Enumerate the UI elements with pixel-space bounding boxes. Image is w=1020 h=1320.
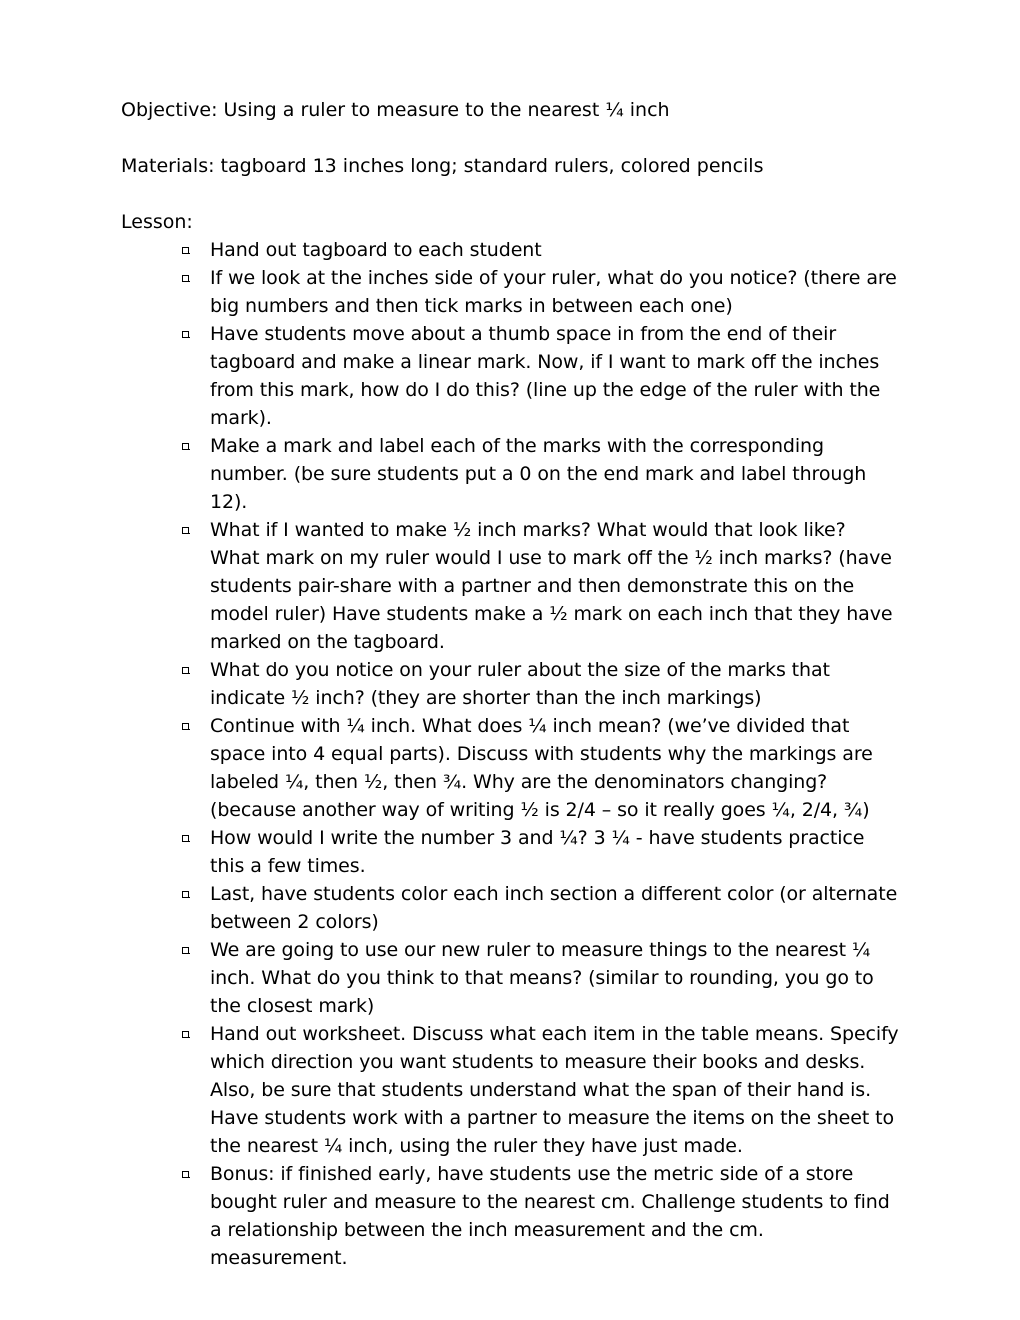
list-item	[121, 1020, 911, 1160]
checkbox-bullet-icon	[182, 247, 189, 254]
list-item	[121, 656, 911, 712]
list-item-text: We are going to use our new ruler to measure things to the nearest ¼ inch. What do you think to that means? (similar to rounding, you go to the closest mark)	[210, 939, 874, 1017]
list-item	[121, 516, 911, 656]
checkbox-bullet-icon	[182, 527, 189, 534]
list-item	[121, 432, 911, 516]
list-item-text: What if I wanted to make ½ inch marks? What would that look like? What mark on my ruler would I use to mark off the ½ inch marks? (have students pair-share with a partner and then demonstrate this on the model ruler) Have students make a ½ mark on each inch that they have marked on the tagboard.	[210, 519, 893, 653]
lesson-heading: Lesson:	[121, 211, 193, 233]
list-item	[121, 936, 911, 1020]
list-item-text: Bonus: if finished early, have students use the metric side of a store bought ruler and measure to the nearest cm. Challenge students to find a relationship between the inch measurement and the cm. measurement.	[210, 1163, 890, 1269]
checkbox-bullet-icon	[182, 835, 189, 842]
checkbox-bullet-icon	[182, 947, 189, 954]
checkbox-bullet-icon	[182, 1171, 189, 1178]
list-item	[121, 880, 911, 936]
checkbox-bullet-icon	[182, 443, 189, 450]
checkbox-bullet-icon	[182, 891, 189, 898]
checkbox-bullet-icon	[182, 667, 189, 674]
list-item-text: Continue with ¼ inch. What does ¼ inch mean? (we’ve divided that space into 4 equal parts). Discuss with students why the markings are labeled ¼, then ½, then ¾. Why are the denominators changing? (because another way of writing ½ is 2/4 – so it really goes ¼, 2/4, ¾)	[210, 715, 873, 821]
list-item-text: How would I write the number 3 and ¼? 3 ¼ - have students practice this a few times.	[210, 827, 865, 877]
list-item-text: Make a mark and label each of the marks with the corresponding number. (be sure students put a 0 on the end mark and label through 12).	[210, 435, 867, 513]
list-item-text: If we look at the inches side of your ruler, what do you notice? (there are big numbers and then tick marks in between each one)	[210, 267, 897, 317]
checkbox-bullet-icon	[182, 331, 189, 338]
list-item-text: Hand out tagboard to each student	[210, 239, 542, 261]
materials-line: Materials: tagboard 13 inches long; standard rulers, colored pencils	[121, 155, 764, 177]
list-item	[121, 1160, 911, 1272]
list-item-text: Last, have students color each inch section a different color (or alternate between 2 colors)	[210, 883, 898, 933]
checkbox-bullet-icon	[182, 1031, 189, 1038]
objective-line: Objective: Using a ruler to measure to the nearest ¼ inch	[121, 99, 670, 121]
checkbox-bullet-icon	[182, 275, 189, 282]
list-item-text: Have students move about a thumb space in from the end of their tagboard and make a linear mark. Now, if I want to mark off the inches from this mark, how do I do this? (line up the edge of the ruler with the mark).	[210, 323, 881, 429]
lesson-steps-list	[121, 236, 911, 1272]
list-item	[121, 264, 911, 320]
list-item	[121, 824, 911, 880]
checkbox-bullet-icon	[182, 723, 189, 730]
list-item	[121, 712, 911, 824]
list-item-text: Hand out worksheet. Discuss what each item in the table means. Specify which direction you want students to measure their books and desks. Also, be sure that students understand what the span of their hand is. Have students work with a partner to measure the items on the sheet to the nearest ¼ inch, using the ruler they have just made.	[210, 1023, 899, 1157]
list-item	[121, 236, 911, 264]
list-item	[121, 320, 911, 432]
list-item-text: What do you notice on your ruler about the size of the marks that indicate ½ inch? (they are shorter than the inch markings)	[210, 659, 830, 709]
